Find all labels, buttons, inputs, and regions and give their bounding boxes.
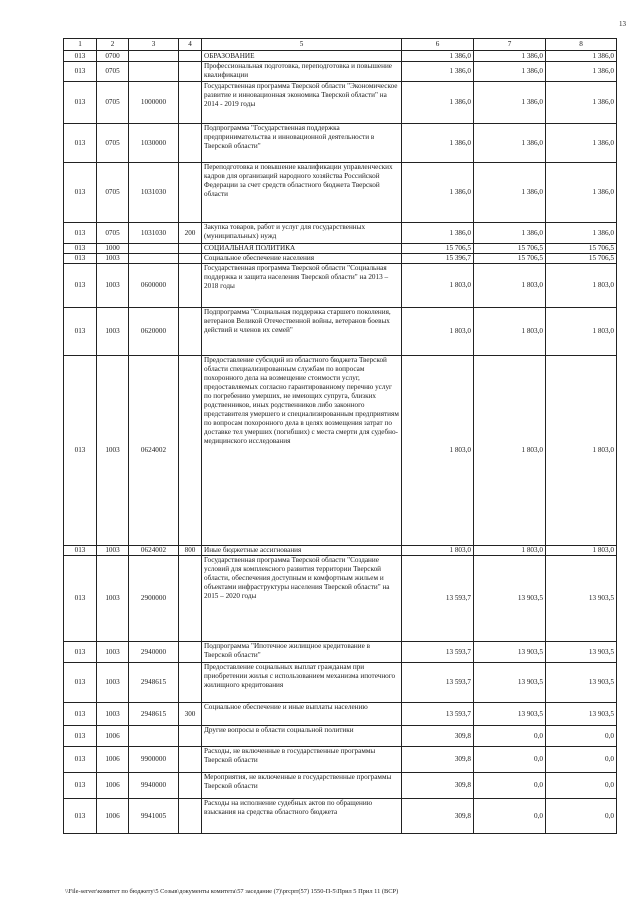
expense-type-cell xyxy=(179,62,202,82)
code-cell: 013 xyxy=(64,308,97,356)
header-cell: 6 xyxy=(402,39,474,51)
amount-cell: 309,8 xyxy=(402,773,474,799)
budget-table xyxy=(63,38,617,834)
table-row xyxy=(64,546,617,556)
section-cell: 1006 xyxy=(97,799,129,834)
amount-cell: 1 386,0 xyxy=(402,82,474,124)
amount-cell: 1 386,0 xyxy=(546,51,617,62)
expense-type-cell xyxy=(179,663,202,703)
amount-cell: 309,8 xyxy=(402,747,474,773)
section-cell: 1003 xyxy=(97,546,129,556)
amount-cell: 1 386,0 xyxy=(546,223,617,244)
expense-type-cell xyxy=(179,726,202,747)
amount-cell: 13 593,7 xyxy=(402,556,474,642)
description-cell: Подпрограмма "Социальная поддержка старшего поколения, ветеранов Великой Отечественной войны, ветеранов боевых действий и членов их семей" xyxy=(202,308,402,356)
description-cell: Государственная программа Тверской области "Социальная поддержка и защита населения Тверской области" на 2013 – 2018 годы xyxy=(202,264,402,308)
amount-cell: 0,0 xyxy=(546,799,617,834)
description-cell: Мероприятия, не включенные в государственные программы Тверской области xyxy=(202,773,402,799)
table-body xyxy=(64,51,617,834)
amount-cell: 1 386,0 xyxy=(474,223,546,244)
amount-cell: 13 903,5 xyxy=(474,663,546,703)
amount-cell: 13 903,5 xyxy=(546,703,617,726)
table-row xyxy=(64,773,617,799)
description-cell: Другие вопросы в области социальной политики xyxy=(202,726,402,747)
table-row xyxy=(64,726,617,747)
code-cell: 013 xyxy=(64,82,97,124)
section-cell: 1006 xyxy=(97,747,129,773)
description-cell: Закупка товаров, работ и услуг для государственных (муниципальных) нужд xyxy=(202,223,402,244)
amount-cell: 1 803,0 xyxy=(474,546,546,556)
code-cell: 013 xyxy=(64,546,97,556)
target-article-cell: 2948615 xyxy=(129,703,179,726)
table-row xyxy=(64,264,617,308)
section-cell: 1003 xyxy=(97,556,129,642)
expense-type-cell xyxy=(179,747,202,773)
target-article-cell xyxy=(129,254,179,264)
expense-type-cell xyxy=(179,308,202,356)
section-cell: 0705 xyxy=(97,82,129,124)
amount-cell: 0,0 xyxy=(474,726,546,747)
code-cell: 013 xyxy=(64,556,97,642)
description-cell: Предоставление субсидий из областного бюджета Тверской области специализированным службам по вопросам похоронного дела на возмещение стоимости услуг, предоставляемых согласно гарантированному перечню услуг по погребению умерших, не имеющих супруга, близких родственников, иных родственников либо законного представителя умершего и специализированным предприятиям по вопросам похоронного дела в целях возмещения затрат по доставке тел умерших (погибших) с места смерти для судебно-медицинского исследования xyxy=(202,356,402,546)
section-cell: 1003 xyxy=(97,254,129,264)
target-article-cell: 0624002 xyxy=(129,546,179,556)
amount-cell: 1 386,0 xyxy=(474,51,546,62)
amount-cell: 0,0 xyxy=(474,799,546,834)
table-row xyxy=(64,308,617,356)
amount-cell: 1 803,0 xyxy=(546,264,617,308)
section-cell: 1003 xyxy=(97,642,129,663)
table-row xyxy=(64,663,617,703)
target-article-cell xyxy=(129,244,179,254)
expense-type-cell xyxy=(179,82,202,124)
expense-type-cell xyxy=(179,773,202,799)
code-cell: 013 xyxy=(64,223,97,244)
amount-cell: 0,0 xyxy=(546,726,617,747)
amount-cell: 1 386,0 xyxy=(402,124,474,163)
section-cell: 1003 xyxy=(97,264,129,308)
description-cell: Расходы на исполнение судебных актов по обращению взыскания на средства областного бюджета xyxy=(202,799,402,834)
code-cell: 013 xyxy=(64,747,97,773)
expense-type-cell xyxy=(179,799,202,834)
target-article-cell: 9940000 xyxy=(129,773,179,799)
description-cell: СОЦИАЛЬНАЯ ПОЛИТИКА xyxy=(202,244,402,254)
header-cell: 1 xyxy=(64,39,97,51)
table-row xyxy=(64,51,617,62)
amount-cell: 13 903,5 xyxy=(546,663,617,703)
expense-type-cell xyxy=(179,356,202,546)
description-cell: Расходы, не включенные в государственные программы Тверской области xyxy=(202,747,402,773)
description-cell: Социальное обеспечение населения xyxy=(202,254,402,264)
expense-type-cell xyxy=(179,51,202,62)
table-row xyxy=(64,223,617,244)
target-article-cell: 0624002 xyxy=(129,356,179,546)
description-cell: Подпрограмма "Ипотечное жилищное кредитование в Тверской области" xyxy=(202,642,402,663)
amount-cell: 1 803,0 xyxy=(402,308,474,356)
amount-cell: 15 706,5 xyxy=(546,244,617,254)
code-cell: 013 xyxy=(64,773,97,799)
amount-cell: 1 386,0 xyxy=(546,62,617,82)
amount-cell: 1 803,0 xyxy=(546,546,617,556)
amount-cell: 1 386,0 xyxy=(474,62,546,82)
expense-type-cell xyxy=(179,124,202,163)
code-cell: 013 xyxy=(64,254,97,264)
code-cell: 013 xyxy=(64,356,97,546)
section-cell: 0705 xyxy=(97,62,129,82)
amount-cell: 0,0 xyxy=(474,773,546,799)
section-cell: 0705 xyxy=(97,124,129,163)
table-row xyxy=(64,254,617,264)
expense-type-cell xyxy=(179,244,202,254)
amount-cell: 1 386,0 xyxy=(474,124,546,163)
table-row xyxy=(64,82,617,124)
amount-cell: 13 903,5 xyxy=(546,556,617,642)
description-cell: Иные бюджетные ассигнования xyxy=(202,546,402,556)
section-cell: 1003 xyxy=(97,663,129,703)
amount-cell: 309,8 xyxy=(402,726,474,747)
amount-cell: 1 386,0 xyxy=(402,51,474,62)
target-article-cell: 1031030 xyxy=(129,163,179,223)
header-cell: 3 xyxy=(129,39,179,51)
table-header-row xyxy=(64,39,617,51)
code-cell: 013 xyxy=(64,51,97,62)
expense-type-cell: 300 xyxy=(179,703,202,726)
code-cell: 013 xyxy=(64,124,97,163)
expense-type-cell xyxy=(179,264,202,308)
section-cell: 1006 xyxy=(97,726,129,747)
amount-cell: 13 593,7 xyxy=(402,642,474,663)
amount-cell: 1 803,0 xyxy=(474,356,546,546)
amount-cell: 1 386,0 xyxy=(474,82,546,124)
description-cell: ОБРАЗОВАНИЕ xyxy=(202,51,402,62)
code-cell: 013 xyxy=(64,703,97,726)
header-cell: 2 xyxy=(97,39,129,51)
amount-cell: 1 386,0 xyxy=(546,82,617,124)
section-cell: 1006 xyxy=(97,773,129,799)
expense-type-cell xyxy=(179,556,202,642)
amount-cell: 13 903,5 xyxy=(474,556,546,642)
table-row xyxy=(64,356,617,546)
expense-type-cell: 200 xyxy=(179,223,202,244)
amount-cell: 1 803,0 xyxy=(402,546,474,556)
description-cell: Государственная программа Тверской области "Создание условий для комплексного развития территории Тверской области, обеспечения доступным и комфортным жильем и объектами инфраструктуры населения Тверской области" на 2015 – 2020 годы xyxy=(202,556,402,642)
amount-cell: 1 386,0 xyxy=(546,124,617,163)
table-row xyxy=(64,642,617,663)
amount-cell: 1 386,0 xyxy=(546,163,617,223)
target-article-cell xyxy=(129,62,179,82)
code-cell: 013 xyxy=(64,726,97,747)
description-cell: Государственная программа Тверской области "Экономическое развитие и инновационная экономика Тверской области" на 2014 - 2019 годы xyxy=(202,82,402,124)
amount-cell: 1 386,0 xyxy=(402,163,474,223)
code-cell: 013 xyxy=(64,244,97,254)
amount-cell: 13 903,5 xyxy=(474,642,546,663)
description-cell: Подпрограмма "Государственная поддержка предпринимательства и инновационной деятельности в Тверской области" xyxy=(202,124,402,163)
target-article-cell: 9941005 xyxy=(129,799,179,834)
target-article-cell: 1030000 xyxy=(129,124,179,163)
table-row xyxy=(64,124,617,163)
expense-type-cell: 800 xyxy=(179,546,202,556)
description-cell: Социальное обеспечение и иные выплаты населению xyxy=(202,703,402,726)
target-article-cell: 1031030 xyxy=(129,223,179,244)
section-cell: 0705 xyxy=(97,163,129,223)
table-row xyxy=(64,799,617,834)
amount-cell: 1 803,0 xyxy=(546,308,617,356)
header-cell: 8 xyxy=(546,39,617,51)
target-article-cell: 2940000 xyxy=(129,642,179,663)
target-article-cell: 0620000 xyxy=(129,308,179,356)
header-cell: 5 xyxy=(202,39,402,51)
amount-cell: 13 903,5 xyxy=(474,703,546,726)
description-cell: Переподготовка и повышение квалификации управленческих кадров для организаций народного хозяйства Российской Федерации за счет средств областного бюджета Тверской области xyxy=(202,163,402,223)
code-cell: 013 xyxy=(64,264,97,308)
amount-cell: 13 593,7 xyxy=(402,703,474,726)
page-number: 13 xyxy=(619,20,626,28)
table-row xyxy=(64,556,617,642)
amount-cell: 1 803,0 xyxy=(474,308,546,356)
amount-cell: 15 706,5 xyxy=(402,244,474,254)
amount-cell: 0,0 xyxy=(546,773,617,799)
code-cell: 013 xyxy=(64,663,97,703)
target-article-cell: 1000000 xyxy=(129,82,179,124)
amount-cell: 0,0 xyxy=(546,747,617,773)
section-cell: 0700 xyxy=(97,51,129,62)
header-cell: 4 xyxy=(179,39,202,51)
section-cell: 1003 xyxy=(97,308,129,356)
description-cell: Предоставление социальных выплат гражданам при приобретении жилья с использованием механизма ипотечного жилищного кредитования xyxy=(202,663,402,703)
section-cell: 0705 xyxy=(97,223,129,244)
code-cell: 013 xyxy=(64,799,97,834)
table-row xyxy=(64,244,617,254)
section-cell: 1003 xyxy=(97,356,129,546)
amount-cell: 1 386,0 xyxy=(474,163,546,223)
target-article-cell: 2900000 xyxy=(129,556,179,642)
amount-cell: 13 593,7 xyxy=(402,663,474,703)
amount-cell: 1 803,0 xyxy=(402,264,474,308)
description-cell: Профессиональная подготовка, переподготовка и повышение квалификации xyxy=(202,62,402,82)
amount-cell: 1 386,0 xyxy=(402,62,474,82)
amount-cell: 15 396,7 xyxy=(402,254,474,264)
amount-cell: 1 386,0 xyxy=(402,223,474,244)
amount-cell: 309,8 xyxy=(402,799,474,834)
amount-cell: 15 706,5 xyxy=(474,244,546,254)
section-cell: 1003 xyxy=(97,703,129,726)
amount-cell: 0,0 xyxy=(474,747,546,773)
expense-type-cell xyxy=(179,163,202,223)
amount-cell: 15 706,5 xyxy=(474,254,546,264)
amount-cell: 13 903,5 xyxy=(546,642,617,663)
target-article-cell: 2948615 xyxy=(129,663,179,703)
amount-cell: 1 803,0 xyxy=(474,264,546,308)
target-article-cell: 0600000 xyxy=(129,264,179,308)
table-row xyxy=(64,163,617,223)
table-row xyxy=(64,747,617,773)
target-article-cell xyxy=(129,51,179,62)
amount-cell: 15 706,5 xyxy=(546,254,617,264)
section-cell: 1000 xyxy=(97,244,129,254)
table-row xyxy=(64,62,617,82)
amount-cell: 1 803,0 xyxy=(546,356,617,546)
table-row xyxy=(64,703,617,726)
expense-type-cell xyxy=(179,254,202,264)
target-article-cell xyxy=(129,726,179,747)
code-cell: 013 xyxy=(64,642,97,663)
target-article-cell: 9900000 xyxy=(129,747,179,773)
code-cell: 013 xyxy=(64,163,97,223)
code-cell: 013 xyxy=(64,62,97,82)
expense-type-cell xyxy=(179,642,202,663)
amount-cell: 1 803,0 xyxy=(402,356,474,546)
header-cell: 7 xyxy=(474,39,546,51)
file-path-footer: \\File-server\комитет по бюджету\5 Созыв\документы комитета\57 заседание (7)\prcprr(57) 1550-П-5\Прил 5 Прил 11 (ВСР) xyxy=(65,888,399,895)
